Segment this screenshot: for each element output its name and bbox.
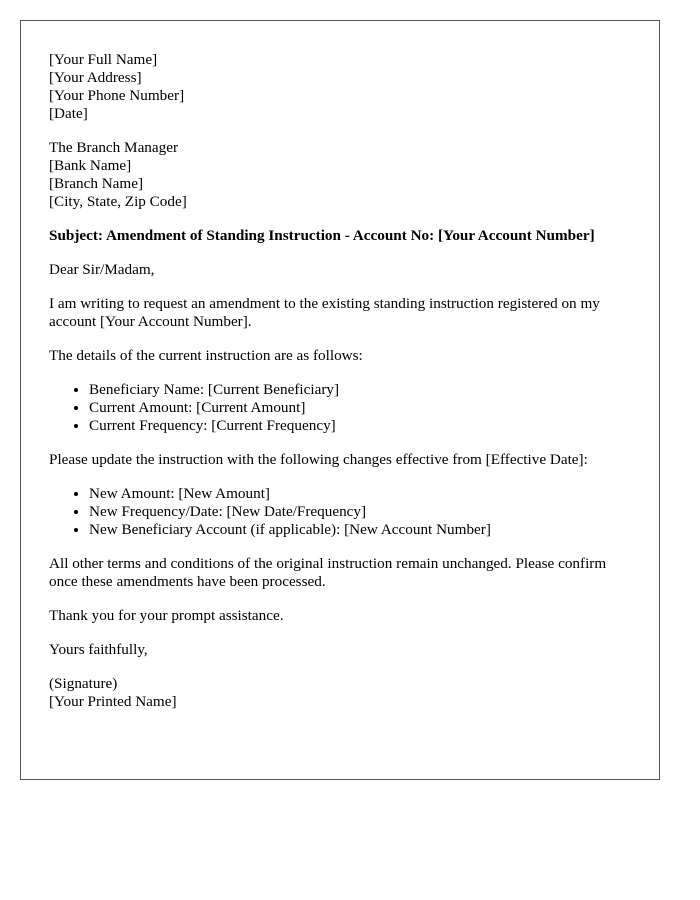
update-details-list <box>49 485 631 539</box>
salutation: Dear Sir/Madam, <box>49 261 155 278</box>
list-item: • Current Frequency: [Current Frequency] <box>89 417 631 435</box>
recipient-city: [City, State, Zip Code] <box>49 193 187 210</box>
signature-block <box>49 675 631 711</box>
letter-date: [Date] <box>49 105 88 122</box>
list-item: • New Amount: [New Amount] <box>89 485 631 503</box>
update-heading: Please update the instruction with the following changes effective from [Effective Date]: <box>49 451 588 468</box>
subject-line: Subject: Amendment of Standing Instruction - Account No: [Your Account Number] <box>49 227 595 244</box>
sender-address: [Your Address] <box>49 69 142 86</box>
sender-name: [Your Full Name] <box>49 51 158 68</box>
thanks-line: Thank you for your prompt assistance. <box>49 607 284 624</box>
list-item: • Current Amount: [Current Amount] <box>89 399 631 417</box>
list-item: • New Frequency/Date: [New Date/Frequency] <box>89 503 631 521</box>
sender-block <box>49 51 631 123</box>
current-details-heading: The details of the current instruction are as follows: <box>49 347 363 364</box>
recipient-title: The Branch Manager <box>49 139 179 156</box>
recipient-block <box>49 139 631 211</box>
signature: (Signature) <box>49 675 118 692</box>
sender-phone: [Your Phone Number] <box>49 87 185 104</box>
sign-off: Yours faithfully, <box>49 641 148 658</box>
recipient-branch: [Branch Name] <box>49 175 144 192</box>
closing-paragraph: All other terms and conditions of the original instruction remain unchanged. Please confirm once these amendments have been processed. <box>49 555 607 590</box>
list-item: • Beneficiary Name: [Current Beneficiary] <box>89 381 631 399</box>
current-details-list <box>49 381 631 435</box>
printed-name: [Your Printed Name] <box>49 693 177 710</box>
recipient-bank: [Bank Name] <box>49 157 132 174</box>
intro-paragraph: I am writing to request an amendment to the existing standing instruction registered on my account [Your Account Number]. <box>49 295 600 330</box>
letter-page <box>20 20 660 780</box>
list-item: • New Beneficiary Account (if applicable): [New Account Number] <box>89 521 631 539</box>
